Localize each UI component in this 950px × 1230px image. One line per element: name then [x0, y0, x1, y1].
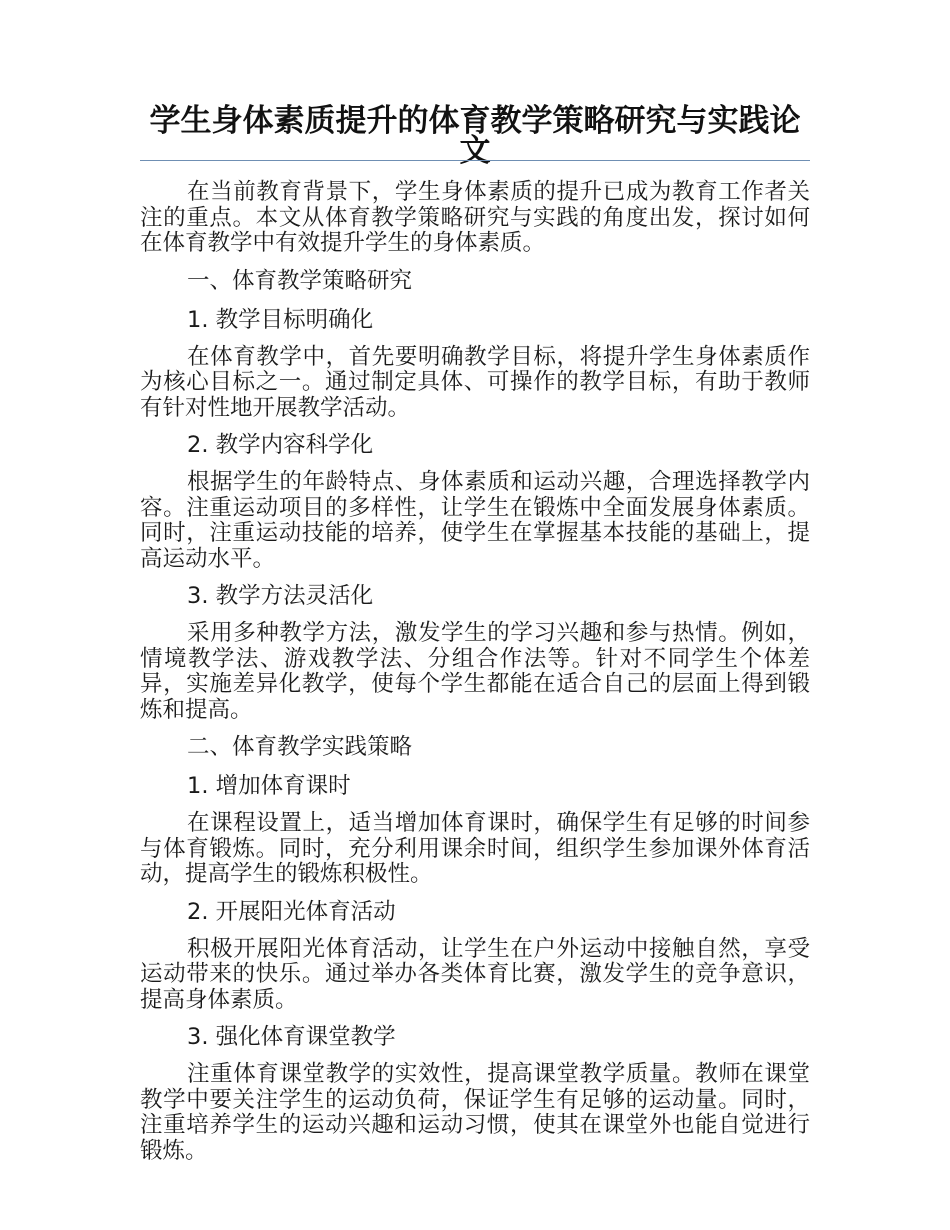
- paragraph-sunshine-sports: 积极开展阳光体育活动，让学生在户外运动中接触自然，享受运动带来的快乐。通过举办各类体育比赛，激发学生的竞争意识，提高身体素质。: [140, 935, 810, 1013]
- paragraph-class-hours: 在课程设置上，适当增加体育课时，确保学生有足够的时间参与体育锻炼。同时，充分利用课余时间，组织学生参加课外体育活动，提高学生的锻炼积极性。: [140, 810, 810, 887]
- subheading-class-hours: 1. 增加体育课时: [187, 773, 351, 799]
- subheading-classroom-teaching: 3. 强化体育课堂教学: [187, 1024, 396, 1050]
- intro-paragraph: 在当前教育背景下，学生身体素质的提升已成为教育工作者关注的重点。本文从体育教学策略研究与实践的角度出发，探讨如何在体育教学中有效提升学生的身体素质。: [140, 179, 810, 256]
- section-heading-practice-strategy: 二、体育教学实践策略: [187, 734, 413, 760]
- subheading-sunshine-sports: 2. 开展阳光体育活动: [187, 898, 396, 925]
- subheading-teaching-methods: 3. 教学方法灵活化: [187, 583, 374, 609]
- section-heading-strategy-research: 一、体育教学策略研究: [187, 267, 413, 294]
- paragraph-teaching-methods: 采用多种教学方法，激发学生的学习兴趣和参与热情。例如，情境教学法、游戏教学法、分组合作法等。针对不同学生个体差异，实施差异化教学，使每个学生都能在适合自己的层面上得到锻炼和提高。: [140, 620, 810, 723]
- subheading-teaching-goals: 1. 教学目标明确化: [187, 306, 374, 333]
- title-underline-divider: [140, 160, 810, 161]
- document-body: [140, 180, 810, 1174]
- paragraph-classroom-teaching: 注重体育课堂教学的实效性，提高课堂教学质量。教师在课堂教学中要关注学生的运动负荷，保证学生有足够的运动量。同时，注重培养学生的运动兴趣和运动习惯，使其在课堂外也能自觉进行锻炼。: [140, 1061, 810, 1164]
- subheading-teaching-content: 2. 教学内容科学化: [187, 432, 374, 458]
- paragraph-teaching-goals: 在体育教学中，首先要明确教学目标，将提升学生身体素质作为核心目标之一。通过制定具体、可操作的教学目标，有助于教师有针对性地开展教学活动。: [140, 343, 810, 421]
- document-title: 学生身体素质提升的体育教学策略研究与实践论文: [149, 103, 801, 169]
- paragraph-teaching-content: 根据学生的年龄特点、身体素质和运动兴趣，合理选择教学内容。注重运动项目的多样性，让学生在锻炼中全面发展身体素质。同时，注重运动技能的培养，使学生在掌握基本技能的基础上，提高运动水平。: [140, 469, 810, 572]
